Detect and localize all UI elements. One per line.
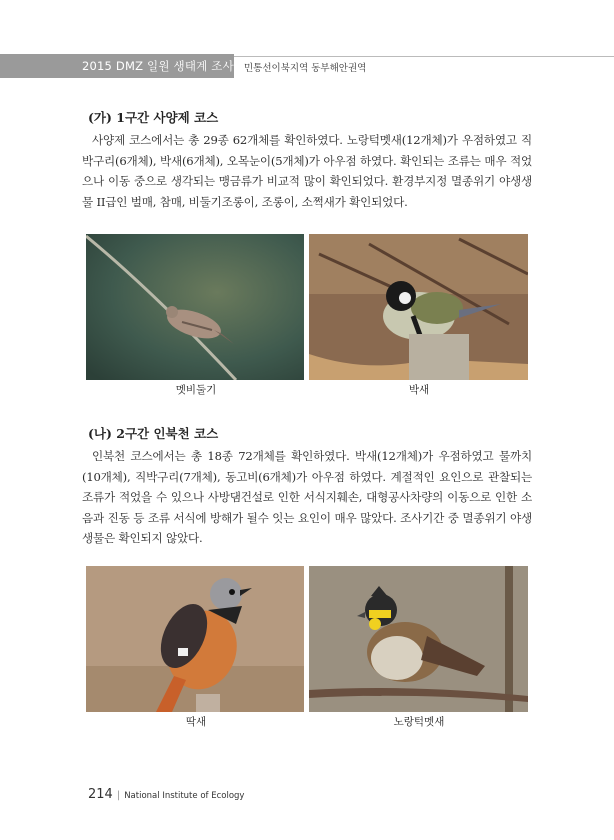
redstart-photo [86, 566, 304, 712]
header-region-title: 민통선이북지역 동부해안권역 [244, 63, 367, 74]
photo-caption-turtle-dove: 멧비둘기 [175, 384, 217, 396]
footer-organization: National Institute of Ecology [124, 791, 245, 801]
section1-heading: (가) 1구간 사양제 코스 [88, 110, 219, 125]
page-number: 214 [88, 787, 113, 802]
section2-paragraph: 인북천 코스에서는 총 18종 72개체를 확인하였다. 박새(12개체)가 우점하였고 물까치(10개체), 직박구리(7개체), 동고비(6개체)가 아우점 하였다. 계절적인 요인으로 관찰되는 조류가 적었을 수 있으나 사방댐건설로 인한 서식지훼손, 대형공사차량의 이동으로 인한 소음과 진동 등 조류 서식에 방해가 될수 잇는 요인이 매우 많았다. 조사기간 중 멸종위기 야생생물은 확인되지 않았다. [82, 449, 532, 545]
section1-paragraph: 사양제 코스에서는 총 29종 62개체를 확인하였다. 노랑턱멧새(12개체)가 우점하였고 직박구리(6개체), 박새(6개체), 오목눈이(5개체)가 아우점 하였다. 확인되는 조류는 매우 적었으나 이동 중으로 생각되는 맹금류가 비교적 많이 확인되었다. 환경부지정 멸종위기 야생생물 II급인 벌매, 참매, 비둘기조롱이, 조롱이, 소쩍새가 확인되었다. [82, 133, 532, 209]
great-tit-photo [309, 234, 528, 380]
section2-heading: (나) 2구간 인북천 코스 [88, 426, 219, 441]
bunting-photo [309, 566, 528, 712]
footer-separator: | [116, 790, 121, 801]
header-rule [234, 56, 614, 57]
photo-caption-redstart: 딱새 [185, 716, 207, 728]
header-report-title: 2015 DMZ 일원 생태계 조사 [82, 59, 234, 73]
photo-caption-great-tit: 박새 [408, 384, 430, 396]
turtle-dove-photo [86, 234, 304, 380]
photo-caption-bunting: 노랑턱멧새 [393, 716, 445, 728]
page-footer [88, 783, 244, 802]
running-header [0, 54, 614, 78]
